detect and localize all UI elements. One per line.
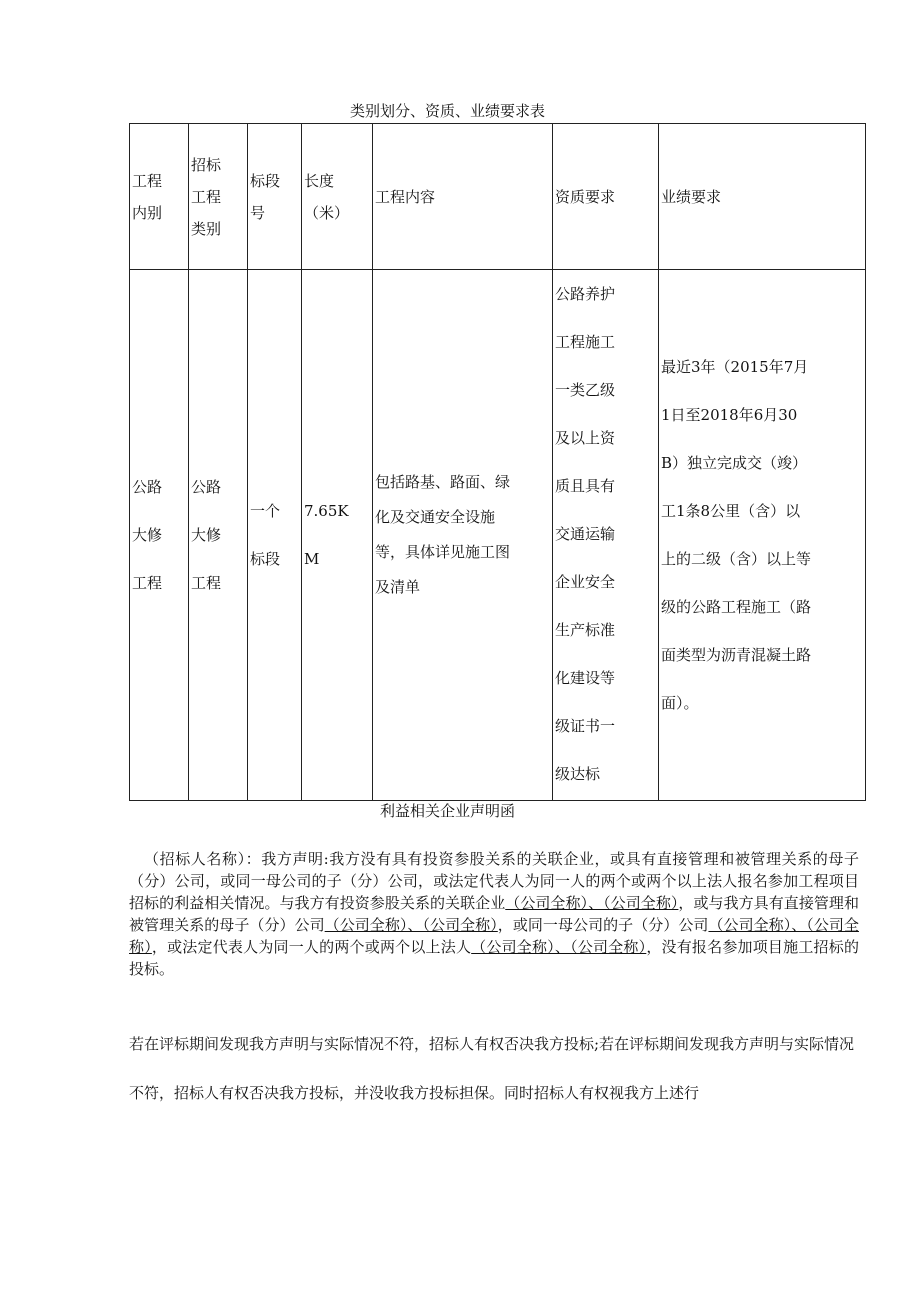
declaration-text-4: ，或法定代表人为同一人的两个或两个以上法人 — [151, 938, 472, 956]
company-placeholder-1: （公司全称）、（公司全称） — [505, 894, 679, 912]
header-section-no: 标段 号 — [248, 124, 302, 270]
requirements-table — [129, 123, 866, 801]
header-length: 长度 （米） — [302, 124, 373, 270]
cell-bid-category: 公路 大修 工程 — [189, 270, 248, 801]
cell-project-type: 公路 大修 工程 — [130, 270, 189, 801]
declaration-text-5: ，没有报名参加项目施工招标的投标。 — [129, 938, 859, 978]
company-placeholder-2: （公司全称）、（公司全称） — [324, 916, 498, 934]
declaration-title: 利益相关企业声明函 — [379, 802, 515, 820]
cell-qualification: 公路养护 工程施工 一类乙级 及以上资 质且具有 交通运输 企业安全 生产标准 化建设等 级证书一 级达标 — [553, 270, 659, 801]
declaration-paragraph — [129, 848, 859, 980]
cell-length: 7.65K M — [302, 270, 373, 801]
company-placeholder-3: （公司全称）、（公司全称） — [129, 916, 859, 956]
cell-performance: 最近3年（2015年7月 1日至2018年6月30 B）独立完成交（竣） 工1条8公里（含）以 上的二级（含）以上等 级的公路工程施工（路 面类型为沥青混凝土路 面）。 — [659, 270, 866, 801]
declaration-text-2: ，或与我方具有直接管理和被管理关系的母子（分）公司 — [129, 894, 859, 934]
cell-content: 包括路基、路面、绿 化及交通安全设施 等，具体详见施工图 及清单 — [373, 270, 553, 801]
header-content: 工程内容 — [373, 124, 553, 270]
table-row — [130, 270, 866, 801]
header-project-type: 工程 内别 — [130, 124, 189, 270]
table-header-row — [130, 124, 866, 270]
header-bid-category: 招标 工程 类别 — [189, 124, 248, 270]
table-title: 类别划分、资质、业绩要求表 — [349, 102, 545, 120]
header-qualification: 资质要求 — [553, 124, 659, 270]
header-performance: 业绩要求 — [659, 124, 866, 270]
company-placeholder-4: （公司全称）、（公司全称） — [471, 938, 647, 956]
cell-section-no: 一个 标段 — [248, 270, 302, 801]
declaration-text-1: （招标人名称）：我方声明:我方没有具有投资参股关系的关联企业，或具有直接管理和被管理关系的母子（分）公司，或同一母公司的子（分）公司，或法定代表人为同一人的两个或两个以上法人报名参加工程项目招标的利益相关情况。与我方有投资参股关系的关联企业 — [129, 850, 859, 912]
declaration-text-3: ，或同一母公司的子（分）公司 — [497, 916, 709, 934]
second-paragraph: 若在评标期间发现我方声明与实际情况不符，招标人有权否决我方投标;若在评标期间发现我方声明与实际情况不符，招标人有权否决我方投标，并没收我方投标担保。同时招标人有权视我方上述行 — [129, 1035, 855, 1102]
